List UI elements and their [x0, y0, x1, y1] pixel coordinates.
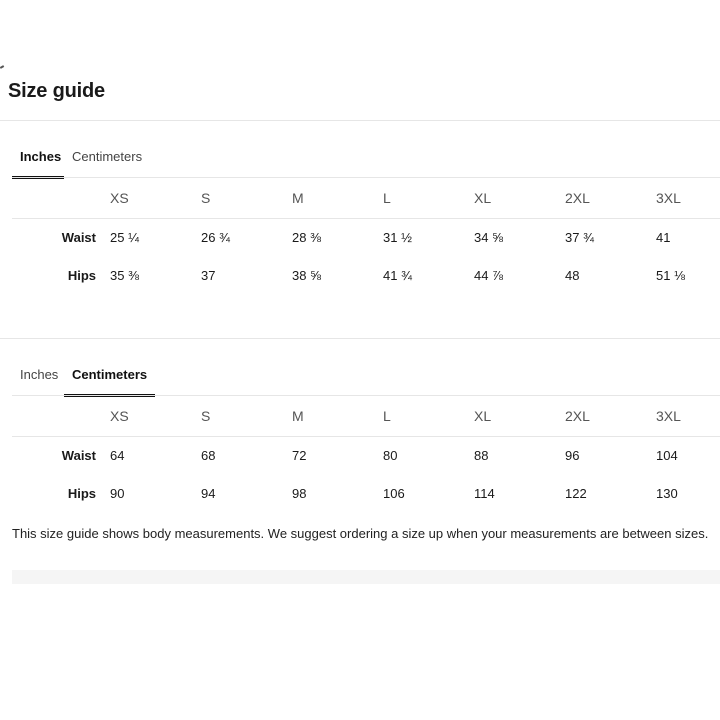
table-cell: 41 — [656, 230, 671, 245]
footer-placeholder-bar — [12, 570, 720, 584]
table-cell: 68 — [201, 448, 216, 463]
size-header-xl: XL — [474, 190, 492, 206]
size-header-s: S — [201, 190, 211, 206]
table-cell: 94 — [201, 486, 216, 501]
table-cell: 88 — [474, 448, 489, 463]
size-table-inches — [12, 178, 720, 295]
row-label-waist: Waist — [61, 448, 96, 463]
unit-tabs-inches-section — [12, 137, 150, 177]
row-label-hips: Hips — [67, 268, 96, 283]
size-header-m: M — [292, 190, 304, 206]
table-cell: 122 — [565, 486, 587, 501]
table-row-hips — [12, 475, 720, 513]
size-header-s: S — [201, 408, 211, 424]
size-header-m: M — [292, 408, 304, 424]
table-cell: 48 — [565, 268, 580, 283]
title-divider — [0, 120, 720, 121]
table-cell: 41 ¾ — [383, 268, 412, 283]
table-cell: 37 — [201, 268, 216, 283]
table-row-waist — [12, 219, 720, 257]
table-cell: 25 ¼ — [110, 230, 139, 245]
table-cell: 80 — [383, 448, 398, 463]
table-cell: 44 ⅞ — [474, 268, 503, 283]
table-cell: 130 — [656, 486, 678, 501]
table-row-hips — [12, 257, 720, 295]
size-header-l: L — [383, 408, 391, 424]
section-divider — [0, 338, 720, 339]
tab-centimeters[interactable]: Centimeters — [64, 355, 155, 395]
table-cell: 38 ⅝ — [292, 268, 321, 283]
table-header-row — [12, 396, 720, 437]
size-header-xs: XS — [110, 190, 129, 206]
tab-inches[interactable]: Inches — [20, 367, 59, 382]
table-cell: 114 — [474, 486, 495, 501]
size-header-xs: XS — [110, 408, 129, 424]
corner-mark — [0, 65, 4, 69]
size-header-3xl: 3XL — [656, 190, 681, 206]
unit-tabs-centimeters-section — [12, 355, 155, 395]
table-cell: 72 — [292, 448, 307, 463]
table-cell: 28 ⅜ — [292, 230, 321, 245]
table-cell: 37 ¾ — [565, 230, 594, 245]
table-cell: 90 — [110, 486, 125, 501]
table-cell: 64 — [110, 448, 125, 463]
row-label-waist: Waist — [61, 230, 96, 245]
table-cell: 26 ¾ — [201, 230, 230, 245]
size-guide-note: This size guide shows body measurements. We suggest ordering a size up when your measurements are between sizes. — [12, 526, 709, 541]
size-header-l: L — [383, 190, 391, 206]
table-cell: 104 — [656, 448, 678, 463]
size-header-3xl: 3XL — [656, 408, 681, 424]
row-label-hips: Hips — [67, 486, 96, 501]
table-cell: 34 ⅝ — [474, 230, 503, 245]
table-cell: 106 — [383, 486, 405, 501]
tab-inches[interactable]: Inches — [12, 137, 64, 177]
table-cell: 35 ⅜ — [110, 268, 139, 283]
size-header-2xl: 2XL — [565, 190, 590, 206]
table-cell: 31 ½ — [383, 230, 412, 245]
table-header-row — [12, 178, 720, 219]
size-header-2xl: 2XL — [565, 408, 590, 424]
size-header-xl: XL — [474, 408, 492, 424]
table-cell: 96 — [565, 448, 580, 463]
size-table-centimeters — [12, 396, 720, 513]
table-cell: 51 ⅛ — [656, 268, 685, 283]
table-row-waist — [12, 437, 720, 475]
tab-centimeters[interactable]: Centimeters — [72, 149, 143, 164]
page-title: Size guide — [8, 80, 105, 102]
table-cell: 98 — [292, 486, 307, 501]
